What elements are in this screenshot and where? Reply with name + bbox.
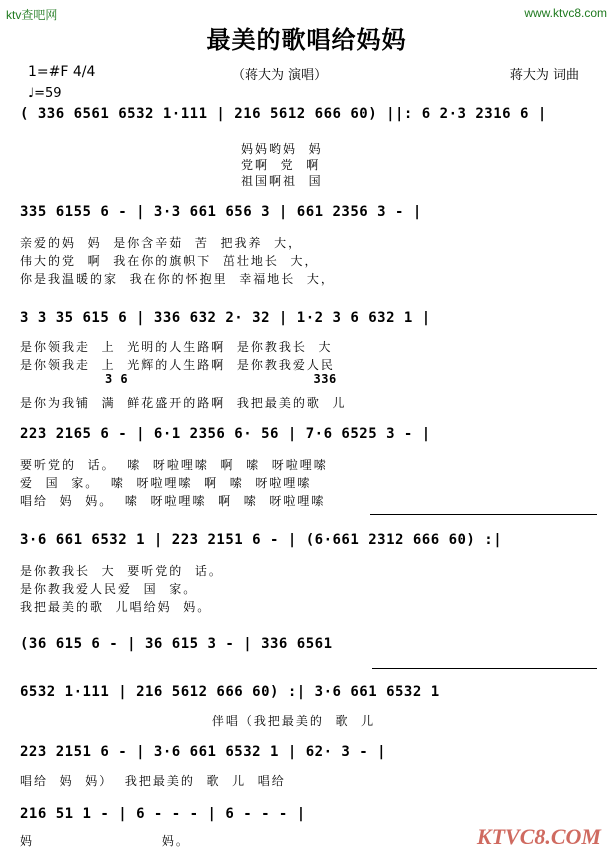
site-name-left: ktv查吧网 [6, 8, 58, 22]
watermark-logo: KTVC8.COM [476, 824, 601, 849]
lyric-line: 祖国啊祖 国 [20, 174, 323, 188]
performer-credit: （蒋大为 演唱） [232, 68, 328, 83]
lyric-line: 妈妈哟妈 妈 [20, 142, 323, 156]
notation-row-4: 223 2165 6 - | 6·1 2356 6· 56 | 7·6 6525 3 - | [20, 426, 431, 442]
notation-row-6: (36 615 6 - | 36 615 3 - | 336 6561 [20, 636, 333, 652]
song-title: 最美的歌唱给妈妈 [206, 26, 407, 54]
lyric-line: 是你领我走 上 光辉的人生路啊 是你教我爱人民 [20, 358, 335, 372]
lyric-line: 是你教我长 大 要听党的 话。 [20, 564, 223, 578]
lyric-line: 是你领我走 上 光明的人生路啊 是你教我长 大 [20, 340, 333, 354]
lyric-line: 爱 国 家。 嗦 呀啦哩嗦 啊 嗦 呀啦哩嗦 [20, 476, 312, 490]
lyric-line: 党啊 党 啊 [20, 158, 321, 172]
lyric-line: 伴唱（我把最美的 歌 儿 [20, 714, 376, 728]
lyric-line: 亲爱的妈 妈 是你含辛茹 苦 把我养 大， [20, 236, 303, 250]
lyric-line: 伟大的党 啊 我在你的旗帜下 茁壮地长 大， [20, 254, 319, 268]
notation-row-9: 216 51 1 - | 6 - - - | 6 - - - | [20, 806, 306, 822]
composer-credit: 蒋大为 词曲 [509, 68, 579, 83]
notation-row-5: 3·6 661 6532 1 | 223 2151 6 - | (6·661 2312 666 60) :| [20, 532, 503, 548]
lyric-line: 是你教我爱人民爱 国 家。 [20, 582, 198, 596]
lyric-line: 要听党的 话。 嗦 呀啦哩嗦 啊 嗦 呀啦哩嗦 [20, 458, 328, 472]
tempo-marking: ♩=59 [28, 86, 62, 101]
site-url-right: www.ktvc8.com [524, 6, 607, 20]
notation-alt-row: 3 6 336 [20, 372, 337, 386]
key-signature: 1=#F 4/4 [28, 64, 96, 80]
notation-row-3: 3 3 35 615 6 | 336 632 2· 32 | 1·2 3 6 632 1 | [20, 310, 431, 326]
volta-bracket-1 [370, 514, 597, 515]
lyric-line: 我把最美的歌 儿唱给妈 妈。 [20, 600, 212, 614]
notation-row-8: 223 2151 6 - | 3·6 661 6532 1 | 62· 3 - | [20, 744, 387, 760]
notation-row-1: ( 336 6561 6532 1·111 | 216 5612 666 60) ||: 6 2·3 2316 6 | [20, 106, 547, 122]
lyric-line: 唱给 妈 妈。 嗦 呀啦哩嗦 啊 嗦 呀啦哩嗦 [20, 494, 326, 508]
notation-row-2: 335 6155 6 - | 3·3 661 656 3 | 661 2356 3 - | [20, 204, 422, 220]
volta-bracket-2 [372, 668, 597, 669]
lyric-line: 唱给 妈 妈） 我把最美的 歌 儿 唱给 [20, 774, 286, 788]
lyric-line: 你是我温暖的家 我在你的怀抱里 幸福地长 大， [20, 272, 335, 286]
lyric-line: 是你为我铺 满 鲜花盛开的路啊 我把最美的歌 儿 [20, 396, 347, 410]
lyric-line: 妈 妈。 [20, 834, 190, 848]
notation-row-7: 6532 1·111 | 216 5612 666 60) :| 3·6 661 6532 1 [20, 684, 440, 700]
